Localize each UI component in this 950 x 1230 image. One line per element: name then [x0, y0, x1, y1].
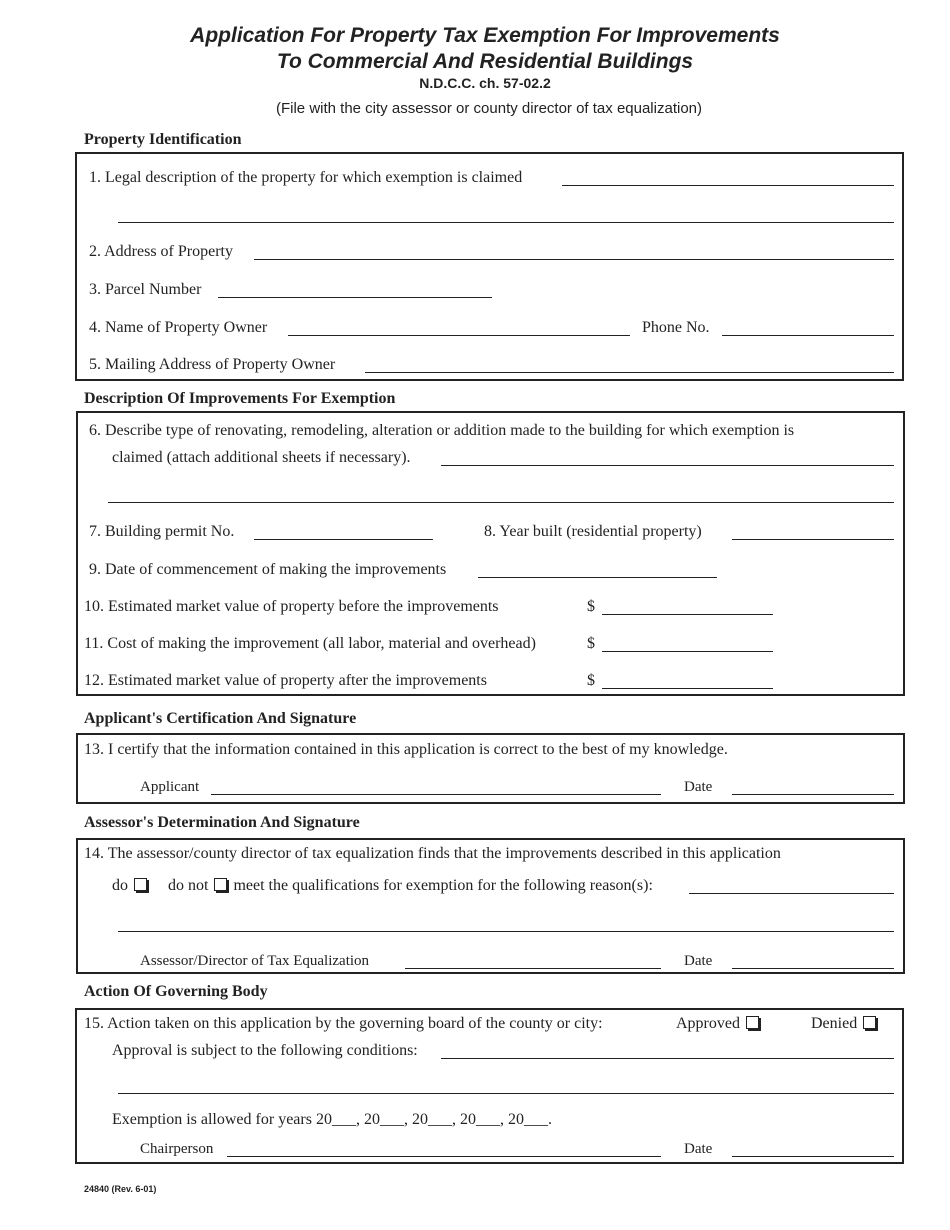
item-14-label: 14. The assessor/county director of tax equalization finds that the improvements described in this application — [84, 845, 781, 862]
approved-label: Approved — [676, 1015, 740, 1032]
item-1-label: 1. Legal description of the property for which exemption is claimed — [89, 169, 523, 186]
do-option — [112, 877, 653, 895]
phone-label: Phone No. — [642, 319, 710, 336]
section-heading-property-identification: Property Identification — [84, 131, 242, 148]
item-6-label-cont: claimed (attach additional sheets if necessary). — [112, 449, 411, 466]
legal-description-field-line-2[interactable] — [118, 222, 894, 223]
mailing-address-field[interactable] — [365, 372, 894, 373]
section-heading-assessor: Assessor's Determination And Signature — [84, 814, 360, 831]
form-number: 24840 (Rev. 6-01) — [84, 1184, 157, 1194]
property-address-field[interactable] — [254, 259, 894, 260]
filing-instruction: (File with the city assessor or county director of tax equalization) — [275, 100, 702, 117]
exemption-years-label: Exemption is allowed for years 20___, 20___, 20___, 20___, 20___. — [112, 1111, 552, 1128]
item-14-label-cont: meet the qualifications for exemption for the following reason(s): — [233, 877, 653, 894]
conditions-field-line-2[interactable] — [118, 1093, 894, 1094]
applicant-date-field[interactable] — [732, 794, 894, 795]
owner-name-field[interactable] — [288, 335, 630, 336]
applicant-label: Applicant — [140, 779, 200, 795]
assessor-date-label: Date — [684, 953, 713, 969]
reason-field-line-2[interactable] — [118, 931, 894, 932]
do-not-label: do not — [168, 877, 209, 894]
item-6-label: 6. Describe type of renovating, remodeling, alteration or addition made to the building for which exemption is — [89, 422, 795, 439]
section-heading-certification: Applicant's Certification And Signature — [84, 710, 357, 727]
value-after-field[interactable] — [602, 688, 773, 689]
conditions-label: Approval is subject to the following conditions: — [112, 1042, 418, 1059]
parcel-number-field[interactable] — [218, 297, 492, 298]
item-10-label: 10. Estimated market value of property before the improvements — [84, 598, 499, 615]
improvement-description-field[interactable] — [441, 465, 894, 466]
chairperson-date-label: Date — [684, 1141, 713, 1157]
commencement-date-field[interactable] — [478, 577, 717, 578]
item-7-label: 7. Building permit No. — [89, 523, 235, 540]
item-8-label: 8. Year built (residential property) — [484, 523, 702, 540]
approved-option — [676, 1015, 761, 1033]
denied-label: Denied — [811, 1015, 858, 1032]
item-5-label: 5. Mailing Address of Property Owner — [89, 356, 336, 373]
do-label: do — [112, 877, 128, 894]
phone-field[interactable] — [722, 335, 894, 336]
denied-checkbox[interactable] — [863, 1016, 876, 1029]
improvement-cost-field[interactable] — [602, 651, 773, 652]
item-3-label: 3. Parcel Number — [89, 281, 202, 298]
do-not-checkbox[interactable] — [214, 878, 227, 891]
dollar-sign-11: $ — [587, 635, 595, 652]
item-2-label: 2. Address of Property — [89, 243, 233, 260]
improvement-description-field-line-2[interactable] — [108, 502, 894, 503]
assessor-signature-label: Assessor/Director of Tax Equalization — [140, 953, 370, 969]
section-heading-description: Description Of Improvements For Exemption — [84, 390, 396, 407]
dollar-sign-12: $ — [587, 672, 595, 689]
assessor-signature-field[interactable] — [405, 968, 661, 969]
legal-description-field[interactable] — [562, 185, 894, 186]
reason-field[interactable] — [689, 893, 894, 894]
statute-reference: N.D.C.C. ch. 57-02.2 — [419, 75, 551, 91]
item-9-label: 9. Date of commencement of making the improvements — [89, 561, 447, 578]
form-title-line-1: Application For Property Tax Exemption For Improvements — [190, 24, 780, 47]
denied-option — [811, 1015, 878, 1033]
chairperson-date-field[interactable] — [732, 1156, 894, 1157]
conditions-field[interactable] — [441, 1058, 894, 1059]
assessor-date-field[interactable] — [732, 968, 894, 969]
item-4-label: 4. Name of Property Owner — [89, 319, 268, 336]
year-built-field[interactable] — [732, 539, 894, 540]
chairperson-signature-field[interactable] — [227, 1156, 661, 1157]
item-13-label: 13. I certify that the information contained in this application is correct to the best of my knowledge. — [84, 741, 728, 758]
form-title-line-2: To Commercial And Residential Buildings — [276, 50, 694, 73]
approved-checkbox[interactable] — [746, 1016, 759, 1029]
value-before-field[interactable] — [602, 614, 773, 615]
applicant-date-label: Date — [684, 779, 713, 795]
do-checkbox[interactable] — [134, 878, 147, 891]
item-11-label: 11. Cost of making the improvement (all labor, material and overhead) — [84, 635, 536, 652]
section-heading-governing-body: Action Of Governing Body — [84, 983, 268, 1000]
item-12-label: 12. Estimated market value of property after the improvements — [84, 672, 487, 689]
building-permit-field[interactable] — [254, 539, 433, 540]
chairperson-label: Chairperson — [140, 1141, 214, 1157]
applicant-signature-field[interactable] — [211, 794, 661, 795]
item-15-label: 15. Action taken on this application by the governing board of the county or city: — [84, 1015, 603, 1032]
dollar-sign-10: $ — [587, 598, 595, 615]
